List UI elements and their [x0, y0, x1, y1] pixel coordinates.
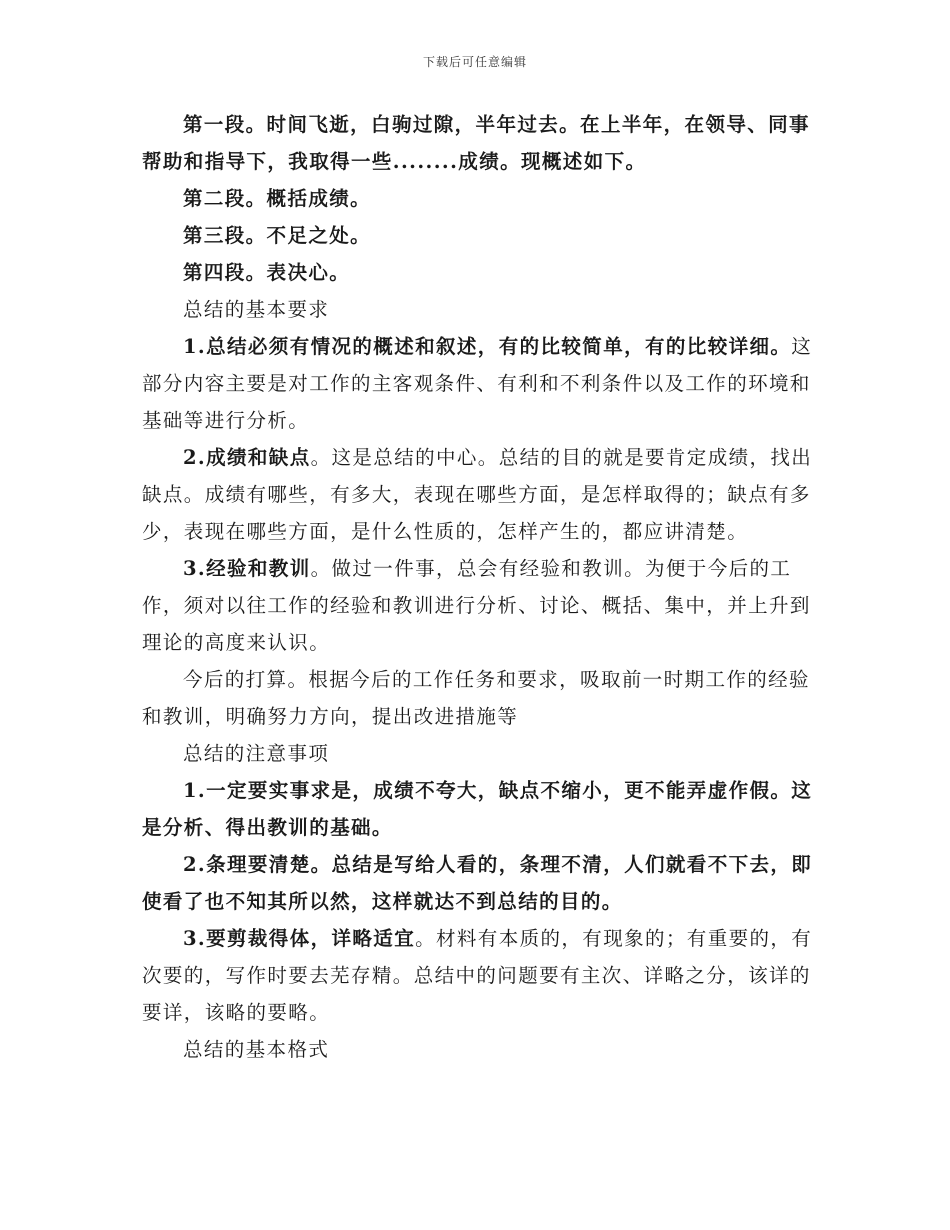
- section-heading-requirements: 总结的基本要求: [182, 298, 330, 321]
- requirement-3-text: 。做过一件事，总会有经验和教训。为便于今后的工作，须对以往工作的经验和教训进行分析、讨论、概括、集中，并上升到理论的高度来认识。: [142, 557, 811, 654]
- paragraph-fourth: 第四段。表决心。: [182, 261, 351, 284]
- requirement-3-lead: 3.经验和教训: [182, 557, 311, 580]
- note-item-3: [142, 920, 824, 1031]
- paragraph-future-plan: 今后的打算。根据今后的工作任务和要求，吸取前一时期工作的经验和教训，明确努力方向，提出改进措施等: [142, 668, 810, 728]
- requirement-1-lead: 1.总结必须有情况的概述和叙述，有的比较简单，有的比较详细。: [182, 335, 792, 358]
- requirement-item-2: [142, 439, 824, 550]
- requirement-2-text: 。这是总结的中心。总结的目的就是要肯定成绩，找出缺点。成绩有哪些，有多大，表现在哪些方面，是怎样取得的；缺点有多少，表现在哪些方面，是什么性质的，怎样产生的，都应讲清楚。: [142, 446, 813, 543]
- section-heading-format: 总结的基本格式: [182, 1038, 330, 1061]
- requirement-item-1: [142, 328, 824, 439]
- paragraph-first: 第一段。时间飞逝，白驹过隙，半年过去。在上半年，在领导、同事帮助和指导下，我取得一些........成绩。现概述如下。: [142, 113, 810, 173]
- page-header: 下载后可任意编辑: [422, 55, 527, 69]
- requirement-item-3: [142, 550, 824, 661]
- document-body: [142, 106, 824, 1068]
- note-item-2: 2.条理要清楚。总结是写给人看的，条理不清，人们就看不下去，即使看了也不知其所以然，这样就达不到总结的目的。: [142, 853, 813, 913]
- note-3-lead: 3.要剪裁得体，详略适宜: [182, 927, 416, 950]
- note-3-text: 。材料有本质的，有现象的；有重要的，有次要的，写作时要去芜存精。总结中的问题要有主次、详略之分，该详的要详，该略的要略。: [142, 927, 813, 1024]
- paragraph-third: 第三段。不足之处。: [182, 224, 372, 247]
- requirement-1-text: 这部分内容主要是对工作的主客观条件、有利和不利条件以及工作的环境和基础等进行分析。: [142, 335, 813, 432]
- paragraph-second: 第二段。概括成绩。: [182, 187, 372, 210]
- section-heading-notes: 总结的注意事项: [182, 742, 330, 765]
- requirement-2-lead: 2.成绩和缺点: [182, 446, 311, 469]
- note-item-1: 1.一定要实事求是，成绩不夸大，缺点不缩小，更不能弄虚作假。这是分析、得出教训的基础。: [142, 779, 813, 839]
